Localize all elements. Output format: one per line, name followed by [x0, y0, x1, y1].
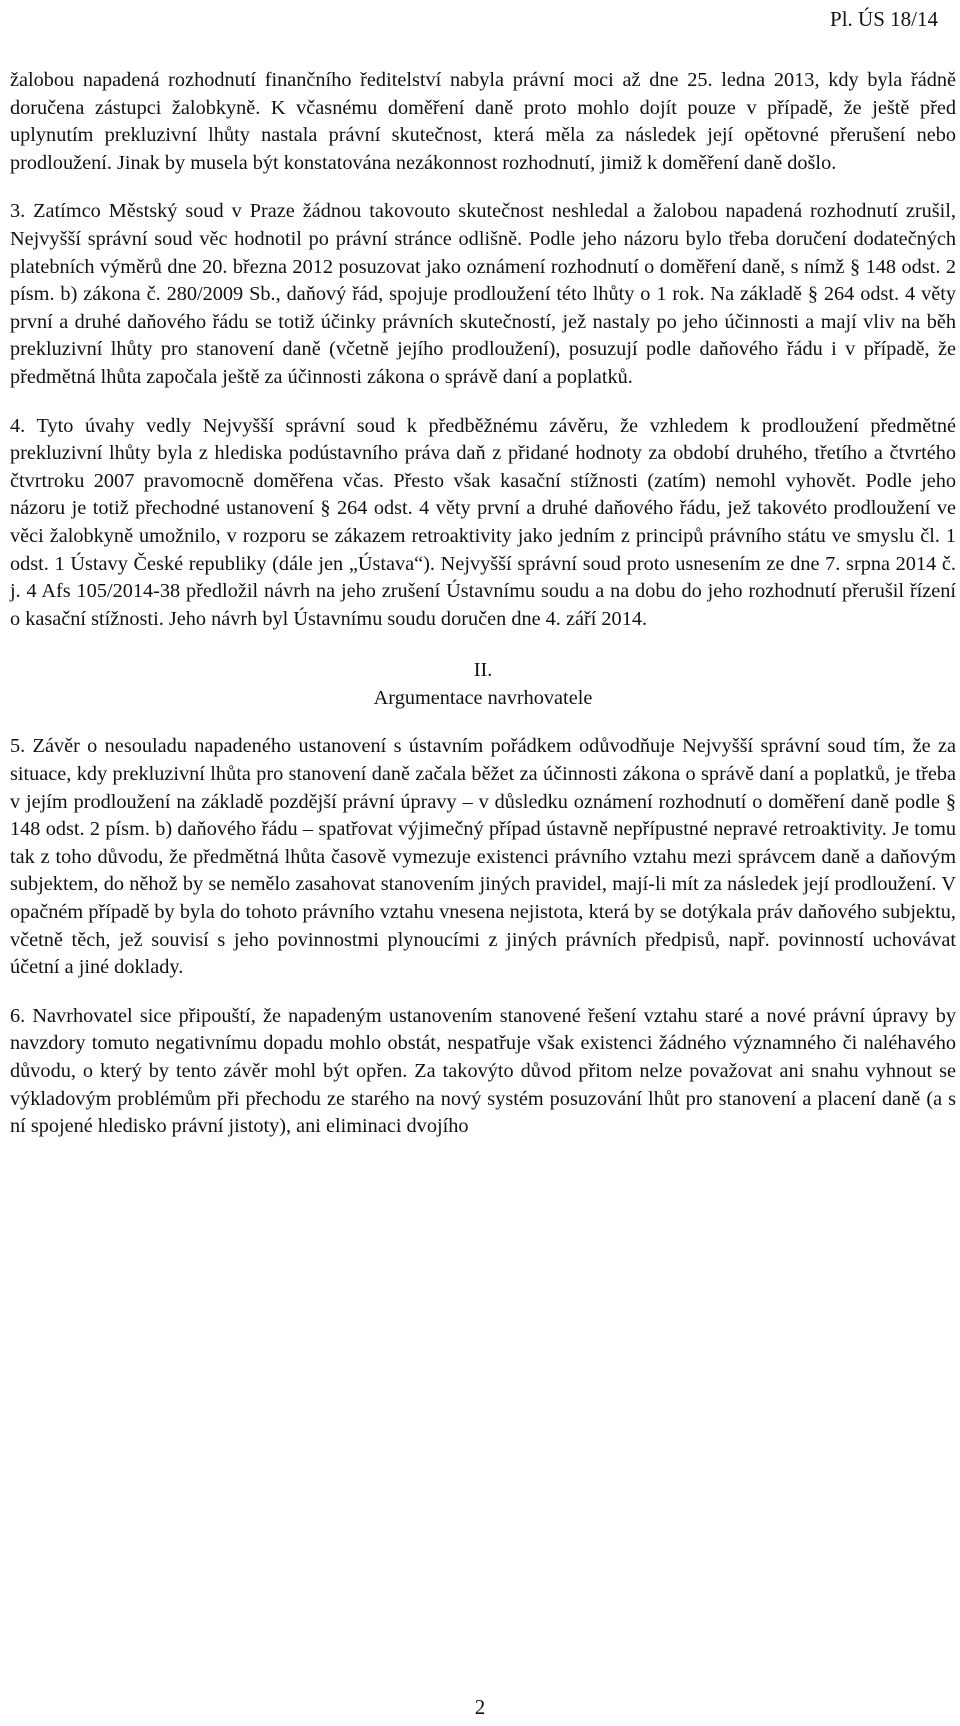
page-number: 2 — [474, 1695, 486, 1719]
paragraph-continued: žalobou napadená rozhodnutí finančního ředitelství nabyla právní moci až dne 25. ledna 2013, kdy byla řádně doručena zástupci žalobkyně. K včasnému doměření daně proto mohlo dojít pouze v případě, že ještě před uplynutím prekluzivní lhůty nastala právní skutečnost, která měla za následek její opětovné přerušení nebo prodloužení. Jinak by musela být konstatována nezákonnost rozhodnutí, jimiž k doměření daně došlo. — [10, 69, 956, 174]
section-number: II. — [473, 659, 493, 682]
paragraph-3: 3. Zatímco Městský soud v Praze žádnou takovouto skutečnost neshledal a žalobou napadená rozhodnutí zrušil, Nejvyšší správní soud věc hodnotil po právní stránce odlišně. Podle jeho názoru bylo třeba doručení dodatečných platebních výměrů dne 20. března 2012 posuzovat jako oznámení rozhodnutí o doměření daně, s nímž § 148 odst. 2 písm. b) zákona č. 280/2009 Sb., daňový řád, spojuje prodloužení této lhůty o 1 rok. Na základě § 264 odst. 4 věty první a druhé daňového řádu se totiž účinky právních skutečností, jež nastaly po jeho účinnosti a mají vliv na běh prekluzivní lhůty pro stanovení daně (včetně jejího prodloužení), posuzují podle daňového řádu i v případě, že předmětná lhůta započala ještě za účinnosti zákona o správě daní a poplatků. — [10, 200, 956, 388]
document-reference: Pl. ÚS 18/14 — [830, 7, 938, 31]
paragraph-5: 5. Závěr o nesouladu napadeného ustanovení s ústavním pořádkem odůvodňuje Nejvyšší správní soud tím, že za situace, kdy prekluzivní lhůta pro stanovení daně začala běžet za účinnosti zákona o správě daní a poplatků, je třeba v jejím prodloužení na základě pozdější právní úpravy – v důsledku oznámení rozhodnutí o doměření daně podle § 148 odst. 2 písm. b) daňového řádu – spatřovat výjimečný případ ústavně nepřípustné nepravé retroaktivity. Je tomu tak z toho důvodu, že předmětná lhůta časově vymezuje existenci právního vztahu mezi správcem daně a daňovým subjektem, do něhož by se nemělo zasahovat stanovením jiných pravidel, mají-li mít za následek její prodloužení. V opačném případě by byla do tohoto právního vztahu vnesena nejistota, která by se dotýkala práv daňového subjektu, včetně těch, jež souvisí s jeho povinnostmi plynoucími z jiných právních předpisů, např. povinností uchovávat účetní a jiné doklady. — [10, 735, 956, 979]
paragraph-6: 6. Navrhovatel sice připouští, že napadeným ustanovením stanovené řešení vztahu staré a nové právní úpravy by navzdory tomuto negativnímu dopadu mohlo obstát, nespatřuje však existenci žádného významného či naléhavého důvodu, o který by tento závěr mohl být opřen. Za takovýto důvod přitom nelze považovat ani snahu vyhnout se výkladovým problémům při přechodu ze starého na nový systém posuzování lhůt pro stanovení a placení daně (a s ní spojené hledisko právní jistoty), ani eliminaci dvojího — [10, 1004, 956, 1138]
document-body — [10, 67, 956, 1141]
section-title: Argumentace navrhovatele — [373, 686, 593, 709]
paragraph-4: 4. Tyto úvahy vedly Nejvyšší správní soud k předběžnému závěru, že vzhledem k prodloužení předmětné prekluzivní lhůty byla z hlediska podústavního práva daň z přidané hodnoty za období druhého, třetího a čtvrtého čtvrtroku 2007 pravomocně doměřena včas. Přesto však kasační stížnosti (zatím) nemohl vyhovět. Podle jeho názoru je totiž přechodné ustanovení § 264 odst. 4 věty první a druhé daňového řádu, jež takovéto prodloužení ve věci žalobkyně umožnilo, v rozporu se zákazem retroaktivity jako jedním z principů právního státu ve smyslu čl. 1 odst. 1 Ústavy České republiky (dále jen „Ústava“). Nejvyšší správní soud proto usnesením ze dne 7. srpna 2014 č. j. 4 Afs 105/2014-38 předložil návrh na jeho zrušení Ústavnímu soudu a na dobu do jeho rozhodnutí přerušil řízení o kasační stížnosti. Jeho návrh byl Ústavnímu soudu doručen dne 4. září 2014. — [10, 414, 956, 630]
